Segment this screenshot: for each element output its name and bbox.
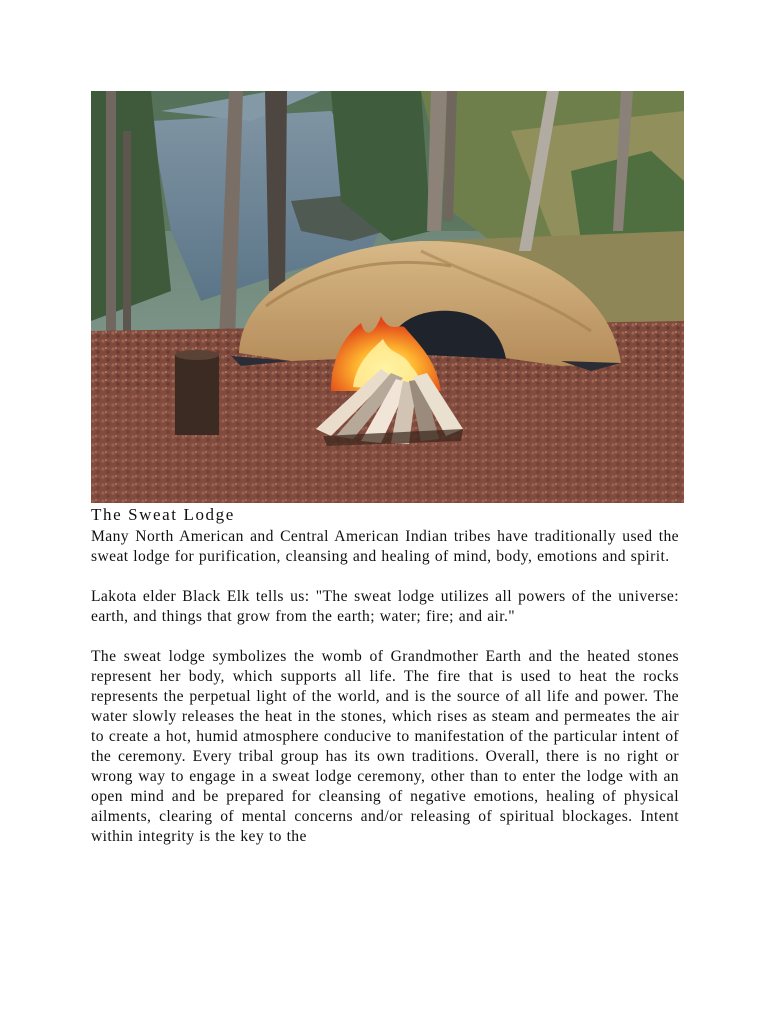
paragraph-symbolism: The sweat lodge symbolizes the womb of Grandmother Earth and the heated stones represent her body, which supports all life. The fire that is used to heat the rocks represents the perpetual light of the world, and is the source of all life and power. The water slowly releases the heat in the stones, which rises as steam and permeates the air to create a hot, humid atmosphere conducive to manifestation of the particular intent of the ceremony. Every tribal group has its own traditions. Overall, there is no right or wrong way to engage in a sweat lodge ceremony, other than to enter the lodge with an open mind and be prepared for cleansing of negative emotions, healing of physical ailments, clearing of mental concerns and/or releasing of spiritual blockages. Intent within integrity is the key to the xyxy=(91,648,679,845)
page-title: The Sweat Lodge xyxy=(91,505,235,524)
paragraph-quote: Lakota elder Black Elk tells us: "The sweat lodge utilizes all powers of the universe: earth, and things that grow from the earth; water; fire; and air." xyxy=(91,588,679,625)
sweat-lodge-photo xyxy=(91,91,684,503)
paragraph-intro: Many North American and Central American Indian tribes have traditionally used the sweat lodge for purification, cleansing and healing of mind, body, emotions and spirit. xyxy=(91,528,679,565)
sweat-lodge-illustration xyxy=(91,91,684,503)
article xyxy=(91,503,679,867)
